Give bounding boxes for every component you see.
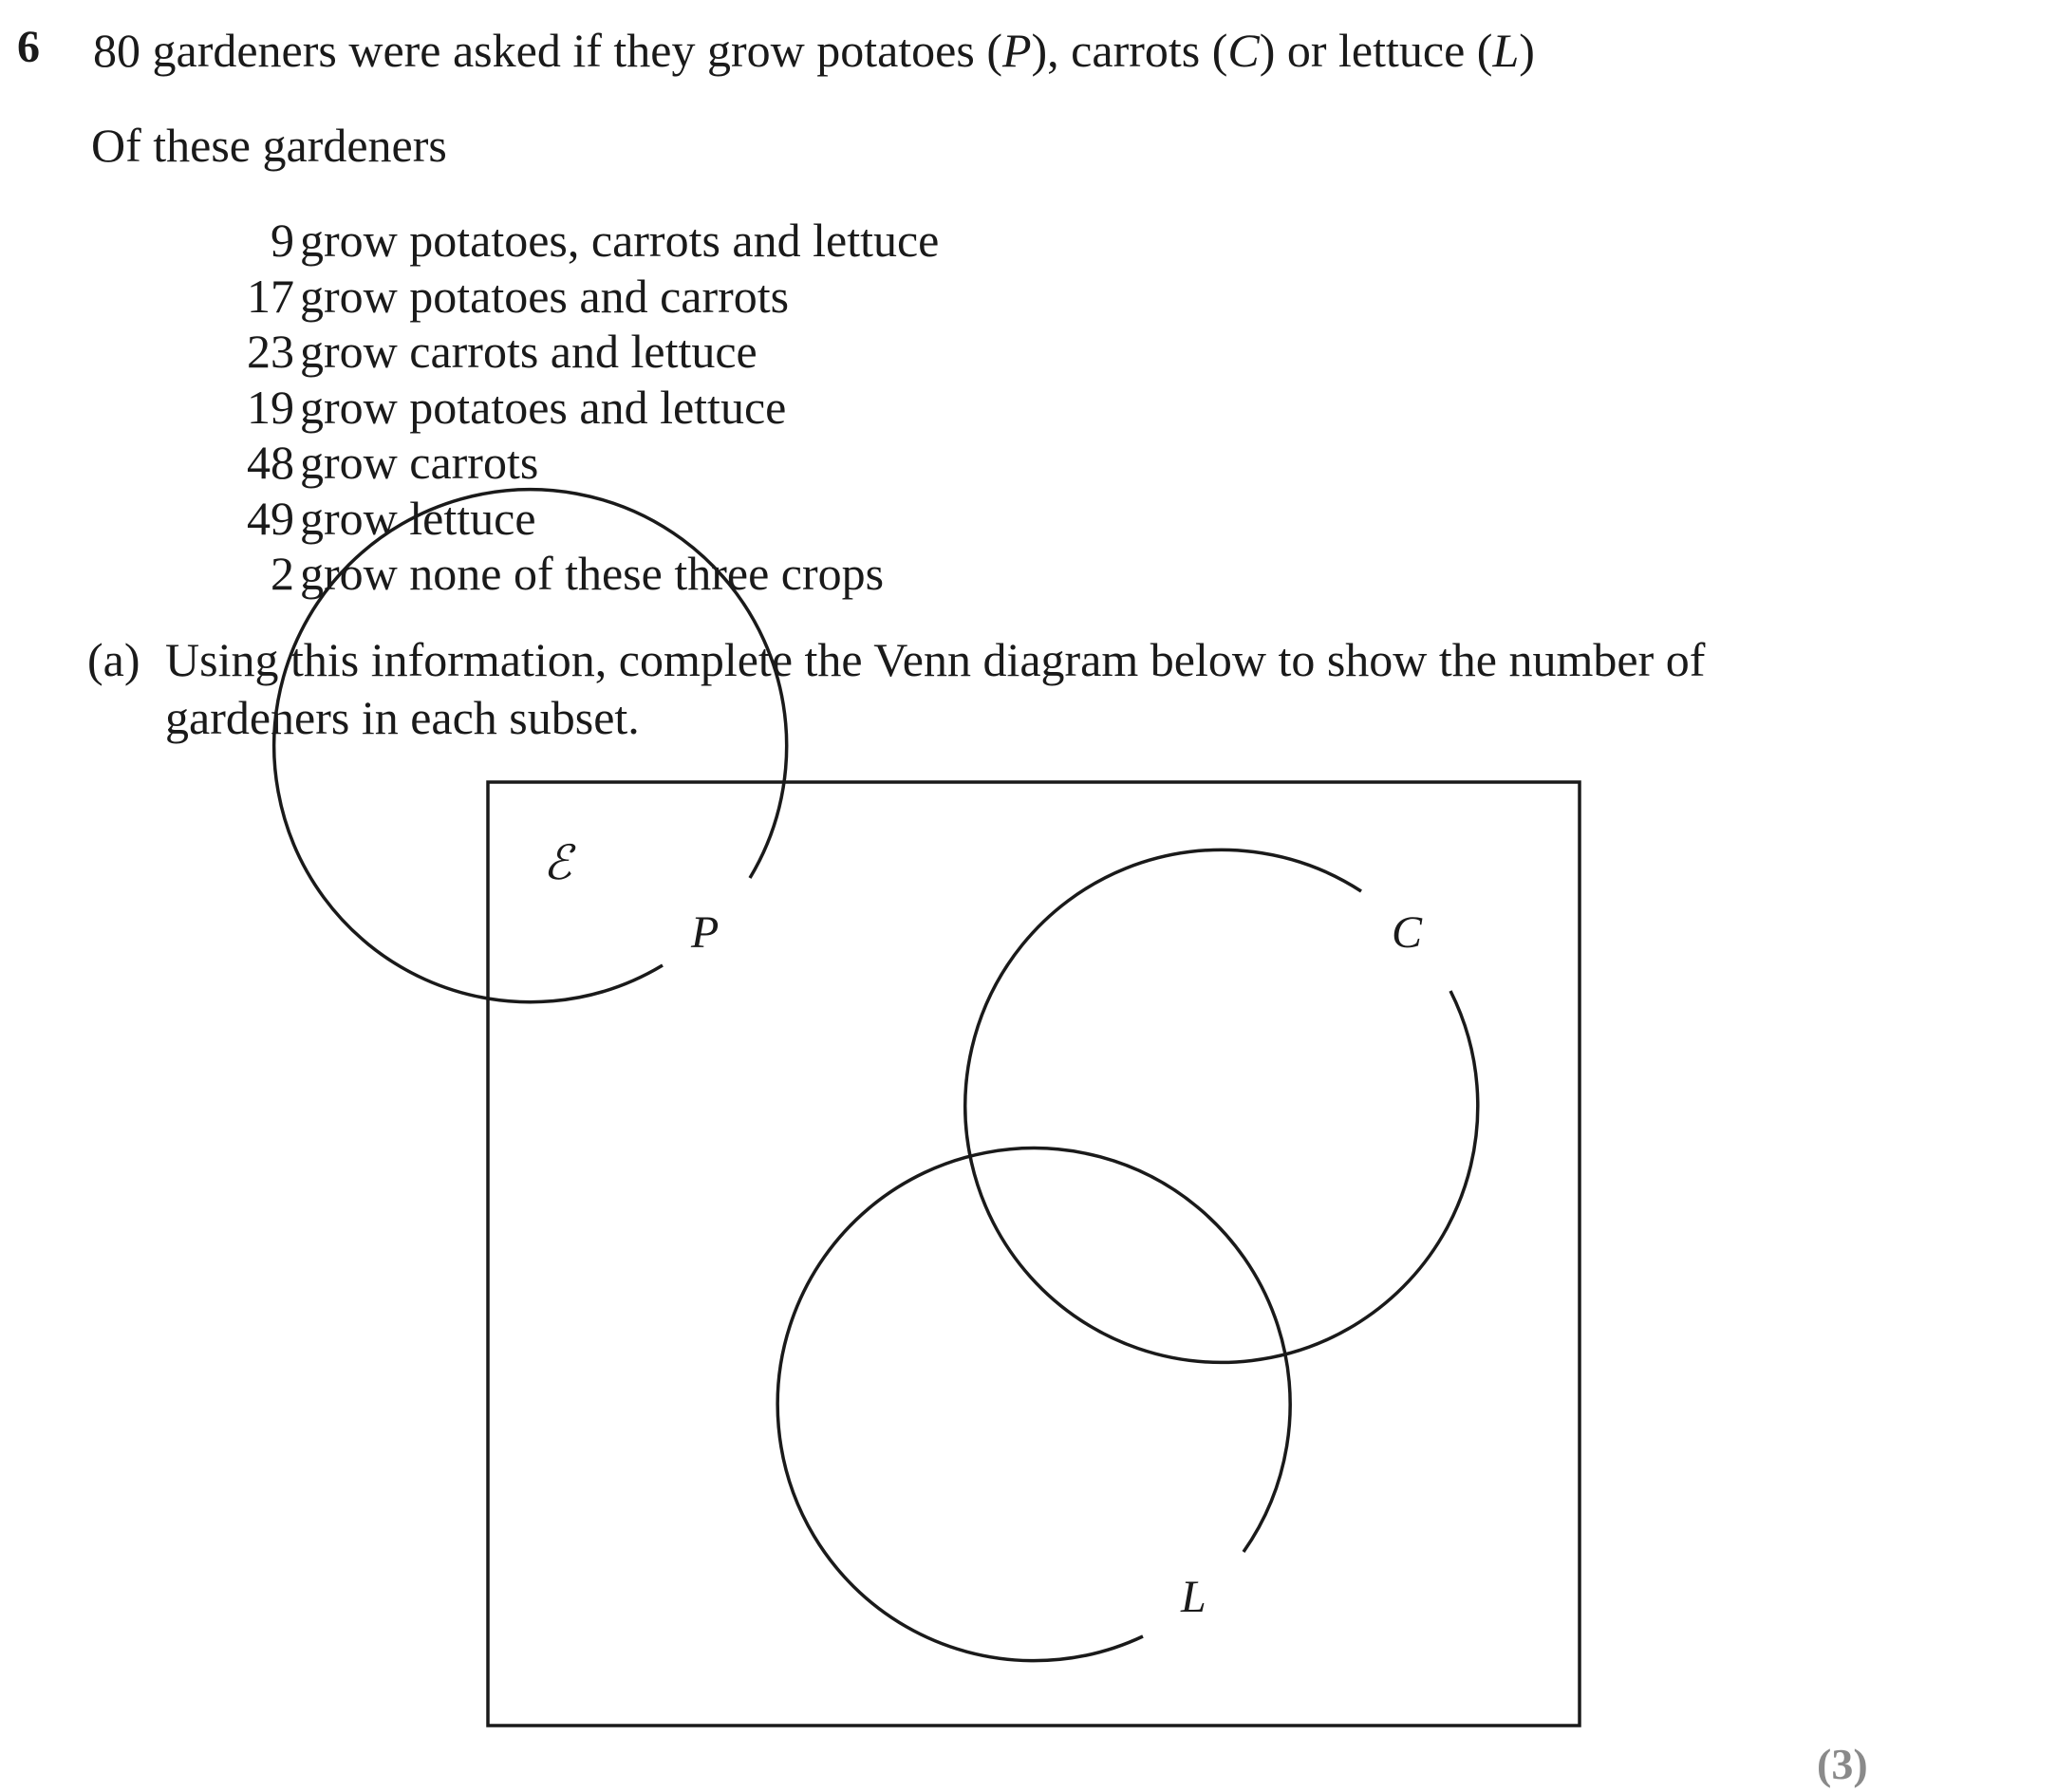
part-a-instruction: Using this information, complete the Venn diagram below to show the number of bbox=[165, 633, 1706, 686]
marks-indicator: (3) bbox=[1817, 1740, 1868, 1788]
fact-text: grow potatoes and lettuce bbox=[300, 380, 787, 434]
fact-count: 19 bbox=[247, 380, 294, 434]
part-a-label: (a) bbox=[87, 633, 140, 686]
stem-part: ), carrots ( bbox=[1031, 24, 1228, 77]
stem-part: 80 gardeners were asked if they grow potatoes ( bbox=[93, 24, 1002, 77]
fact-count: 2 bbox=[271, 547, 294, 600]
set-label-p: P bbox=[691, 907, 720, 958]
fact-count: 17 bbox=[247, 269, 294, 323]
fact-text: grow potatoes and carrots bbox=[300, 269, 790, 323]
circle-l bbox=[777, 1148, 1290, 1661]
fact-count: 9 bbox=[271, 214, 294, 267]
fact-text: grow none of these three crops bbox=[300, 547, 885, 600]
fact-count: 48 bbox=[247, 436, 294, 489]
question-number: 6 bbox=[17, 22, 40, 72]
fact-text: grow carrots bbox=[300, 436, 539, 489]
universal-set-symbol: ℰ bbox=[543, 835, 572, 890]
part-a-instruction-continued: gardeners in each subset. bbox=[165, 691, 640, 744]
fact-text: grow potatoes, carrots and lettuce bbox=[300, 214, 940, 267]
fact-text: grow carrots and lettuce bbox=[300, 325, 757, 378]
fact-text: grow lettuce bbox=[300, 491, 536, 545]
fact-count: 23 bbox=[247, 325, 294, 378]
set-label-l: L bbox=[1181, 1572, 1206, 1622]
stem-part: ) or lettuce ( bbox=[1259, 24, 1493, 77]
fact-count: 49 bbox=[247, 491, 294, 545]
stem-part: ) bbox=[1519, 24, 1535, 77]
set-symbol-l: L bbox=[1492, 24, 1520, 77]
set-label-c: C bbox=[1392, 907, 1423, 958]
intro-text: Of these gardeners bbox=[91, 119, 447, 172]
set-symbol-c: C bbox=[1227, 24, 1260, 77]
set-symbol-p: P bbox=[1001, 24, 1032, 77]
